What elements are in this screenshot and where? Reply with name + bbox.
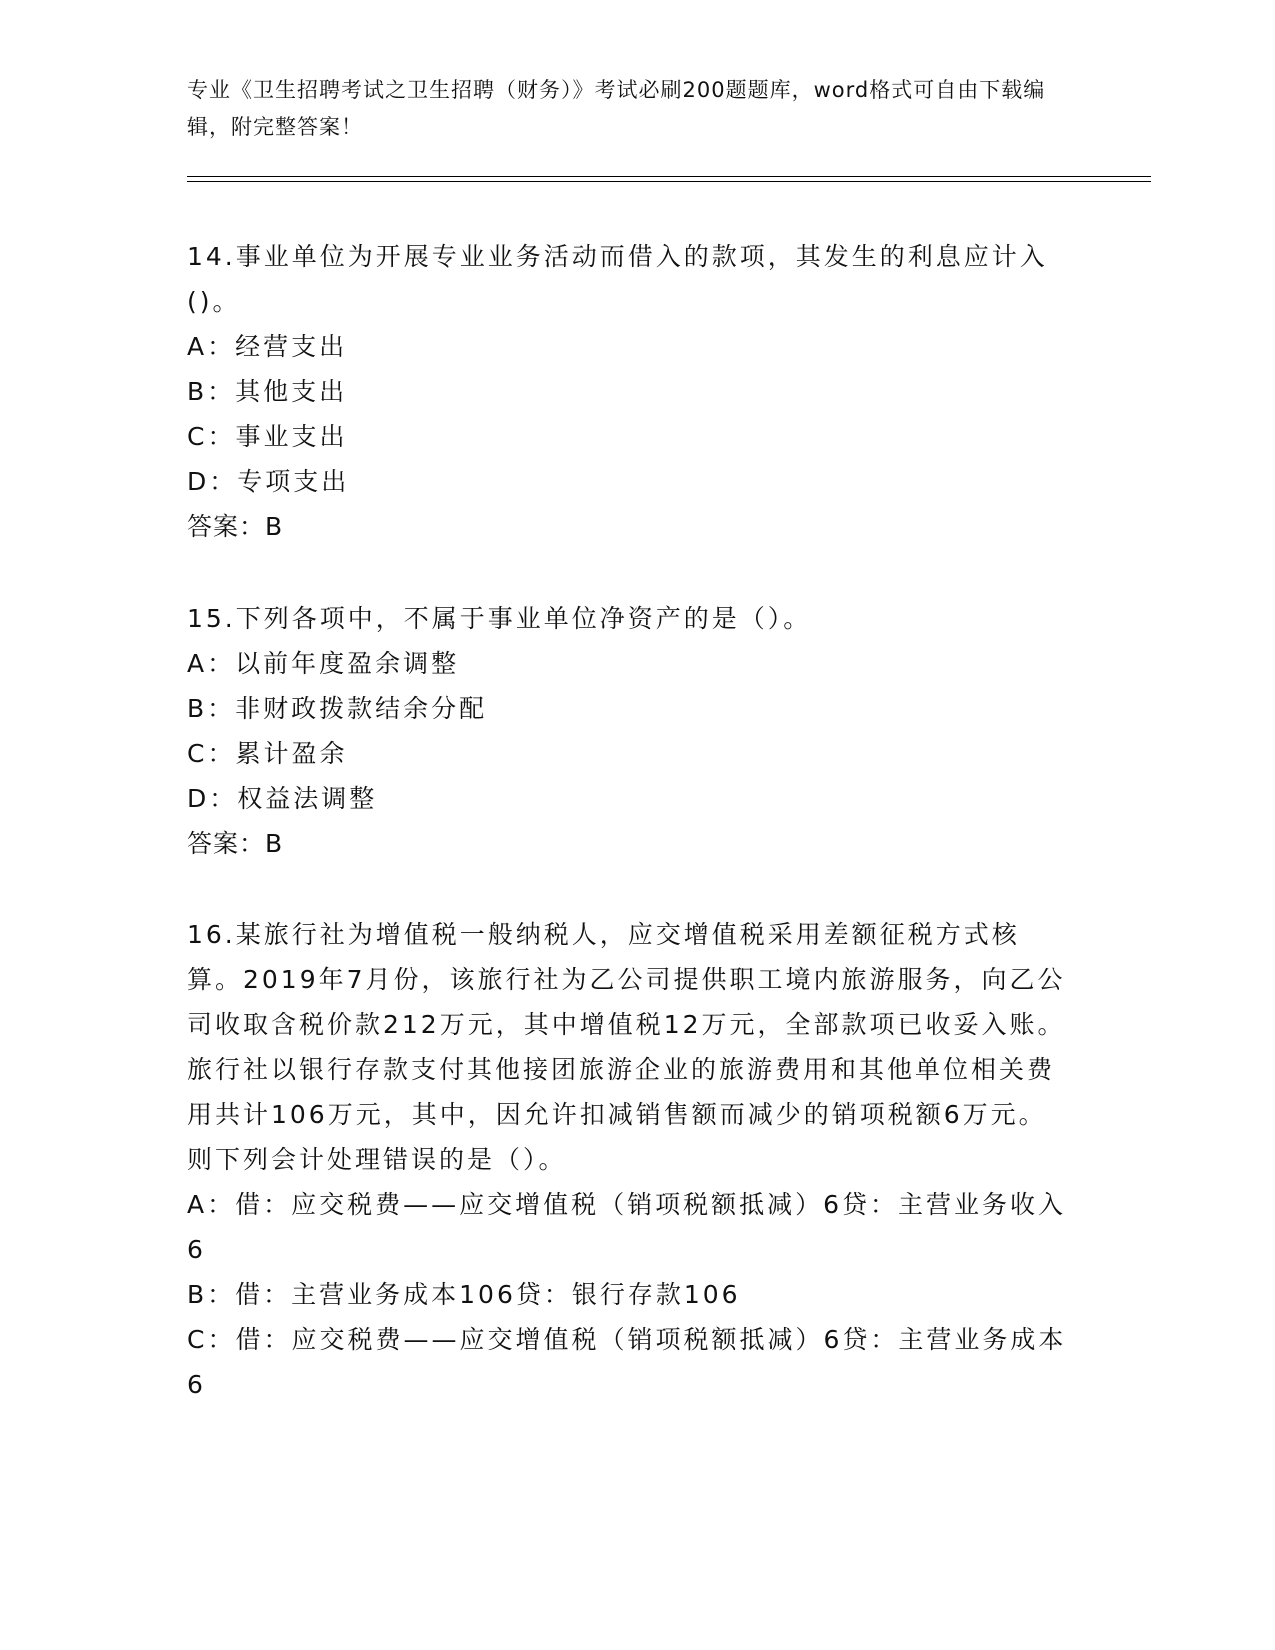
option-c: C：借：应交税费——应交增值税（销项税额抵减）6贷：主营业务成本6 — [187, 1325, 1067, 1399]
question-14 — [187, 234, 1067, 549]
option-c: C：累计盈余 — [187, 739, 348, 768]
option-b: B：借：主营业务成本106贷：银行存款106 — [187, 1280, 741, 1309]
option-a: A：借：应交税费——应交增值税（销项税额抵减）6贷：主营业务收入6 — [187, 1190, 1067, 1264]
question-16 — [187, 912, 1067, 1407]
option-a: A：以前年度盈余调整 — [187, 649, 460, 678]
option-b: B：非财政拨款结余分配 — [187, 694, 488, 723]
option-d: D：专项支出 — [187, 467, 350, 496]
option-d: D：权益法调整 — [187, 784, 378, 813]
option-b: B：其他支出 — [187, 377, 348, 406]
question-15 — [187, 596, 1067, 866]
header-divider-top — [187, 176, 1151, 177]
option-c: C：事业支出 — [187, 422, 348, 451]
question-stem: 15.下列各项中，不属于事业单位净资产的是（）。 — [187, 604, 812, 633]
question-stem: 16.某旅行社为增值税一般纳税人，应交增值税采用差额征税方式核算。2019年7月份，该旅行社为乙公司提供职工境内旅游服务，向乙公司收取含税价款212万元，其中增值税12万元，全部款项已收妥入账。旅行社以银行存款支付其他接团旅游企业的旅游费用和其他单位相关费用共计106万元，其中，因允许扣减销售额而减少的销项税额6万元。则下列会计处理错误的是（）。 — [187, 920, 1066, 1174]
option-a: A：经营支出 — [187, 332, 348, 361]
answer-line: 答案：B — [187, 512, 284, 541]
header-divider-bottom — [187, 181, 1151, 182]
question-stem: 14.事业单位为开展专业业务活动而借入的款项，其发生的利息应计入()。 — [187, 242, 1048, 316]
answer-line: 答案：B — [187, 829, 284, 858]
document-intro: 专业《卫生招聘考试之卫生招聘（财务）》考试必刷200题题库，word格式可自由下载编辑，附完整答案！ — [187, 78, 1046, 139]
